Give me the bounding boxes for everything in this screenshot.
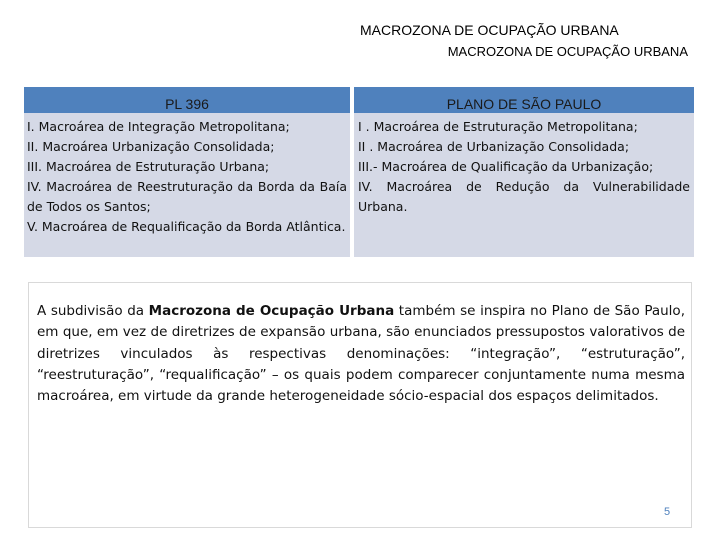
- table-cell-pl396: [27, 117, 347, 237]
- list-item: II . Macroárea de Urbanização Consolidada;: [358, 139, 630, 154]
- table-header-pl396: PL 396: [24, 87, 350, 113]
- body-paragraph: [37, 301, 685, 407]
- table-cell-plano-sao-paulo: [358, 117, 690, 217]
- page-title: MACROZONA DE OCUPAÇÃO URBANA: [360, 22, 619, 38]
- table-header-plano-sao-paulo: PLANO DE SÃO PAULO: [354, 87, 694, 113]
- paragraph-text-start: A subdivisão da: [37, 303, 149, 319]
- list-item: I . Macroárea de Estruturação Metropolitana;: [358, 119, 638, 134]
- list-item: III.- Macroárea de Qualificação da Urbanização;: [358, 159, 654, 174]
- list-item: IV. Macroárea de Redução da Vulnerabilidade Urbana.: [358, 179, 690, 214]
- paragraph-bold-term: Macrozona de Ocupação Urbana: [148, 303, 395, 319]
- comparison-table: [24, 87, 694, 257]
- list-item: I. Macroárea de Integração Metropolitana;: [27, 119, 290, 134]
- paragraph-text-end: também se inspira no Plano de São Paulo, em que, em vez de diretrizes de expansão urbana, são enunciados pressupostos valorativos de diretrizes vinculados às respectivas denominações: “integração”, “estruturação”, “reestruturação”, “requalificação” – os quais podem comparecer conjuntamente numa mesma macroárea, em virtude da grande heterogeneidade sócio-espacial dos espaços delimitados.: [37, 303, 685, 405]
- list-item: III. Macroárea de Estruturação Urbana;: [27, 159, 270, 174]
- column-divider: [350, 87, 354, 257]
- page-number: 5: [664, 506, 671, 518]
- page-subtitle: MACROZONA DE OCUPAÇÃO URBANA: [447, 44, 688, 59]
- list-item: II. Macroárea Urbanização Consolidada;: [27, 139, 275, 154]
- list-item: V. Macroárea de Requalificação da Borda Atlântica.: [27, 219, 346, 234]
- list-item: IV. Macroárea de Reestruturação da Borda da Baía de Todos os Santos;: [27, 179, 347, 214]
